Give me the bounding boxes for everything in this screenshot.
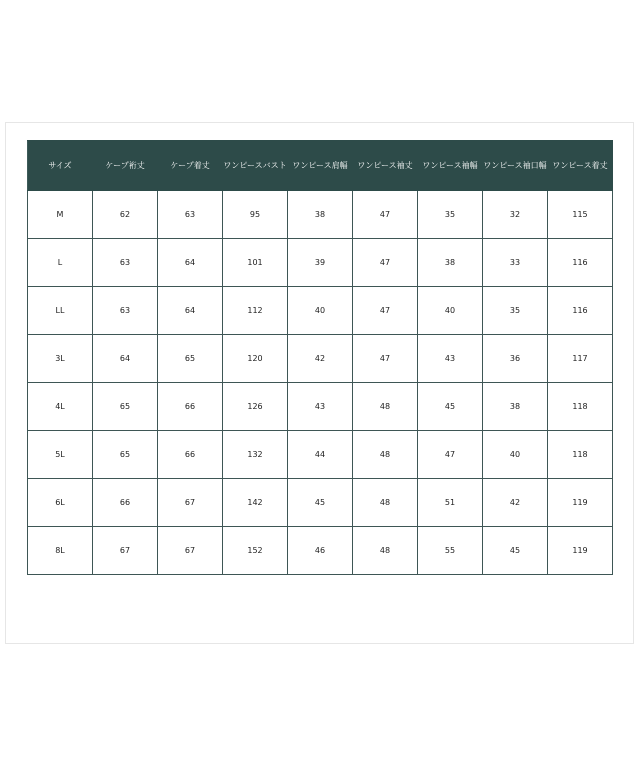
table-cell: 132 (223, 431, 288, 479)
table-cell: LL (28, 287, 93, 335)
header-cell-size: サイズ (28, 141, 93, 191)
table-cell: 35 (418, 191, 483, 239)
table-cell: 67 (158, 527, 223, 575)
table-cell: 36 (483, 335, 548, 383)
table-cell: 142 (223, 479, 288, 527)
table-cell: 116 (548, 239, 613, 287)
table-cell: 45 (288, 479, 353, 527)
table-cell: 5L (28, 431, 93, 479)
table-cell: 119 (548, 479, 613, 527)
table-cell: 47 (353, 239, 418, 287)
table-row (28, 335, 613, 383)
header-cell-dress-length: ワンピース着丈 (548, 141, 613, 191)
table-cell: 67 (158, 479, 223, 527)
table-cell: 47 (418, 431, 483, 479)
table-cell: 38 (288, 191, 353, 239)
table-cell: 55 (418, 527, 483, 575)
table-cell: 64 (93, 335, 158, 383)
table-cell: 64 (158, 287, 223, 335)
table-cell: 63 (93, 239, 158, 287)
table-cell: 43 (418, 335, 483, 383)
table-cell: 117 (548, 335, 613, 383)
table-cell: 65 (93, 431, 158, 479)
table-cell: 33 (483, 239, 548, 287)
table-cell: 118 (548, 383, 613, 431)
table-cell: 8L (28, 527, 93, 575)
table-cell: 40 (418, 287, 483, 335)
table-cell: 47 (353, 335, 418, 383)
table-cell: 101 (223, 239, 288, 287)
table-cell: 66 (158, 383, 223, 431)
table-row (28, 527, 613, 575)
size-chart-table (27, 140, 613, 575)
header-cell-dress-cuff-width: ワンピース袖口幅 (483, 141, 548, 191)
header-cell-dress-bust: ワンピースバスト (223, 141, 288, 191)
table-cell: 43 (288, 383, 353, 431)
table-cell: 63 (158, 191, 223, 239)
table-cell: 39 (288, 239, 353, 287)
table-cell: 32 (483, 191, 548, 239)
table-header (28, 141, 613, 191)
header-cell-cape-length: ケープ着丈 (158, 141, 223, 191)
table-cell: 38 (483, 383, 548, 431)
table-cell: 62 (93, 191, 158, 239)
table-cell: 120 (223, 335, 288, 383)
table-cell: 46 (288, 527, 353, 575)
table-cell: 40 (483, 431, 548, 479)
table-cell: 152 (223, 527, 288, 575)
table-cell: 48 (353, 479, 418, 527)
header-cell-cape-sleeve-length: ケープ裄丈 (93, 141, 158, 191)
table-cell: 40 (288, 287, 353, 335)
table-cell: 4L (28, 383, 93, 431)
table-cell: 42 (288, 335, 353, 383)
table-cell: 38 (418, 239, 483, 287)
table-cell: 47 (353, 191, 418, 239)
table-row (28, 383, 613, 431)
table-cell: 66 (93, 479, 158, 527)
table-cell: 48 (353, 383, 418, 431)
table-cell: 35 (483, 287, 548, 335)
table-cell: 44 (288, 431, 353, 479)
table-cell: L (28, 239, 93, 287)
table-cell: 126 (223, 383, 288, 431)
table-row (28, 431, 613, 479)
header-cell-dress-shoulder: ワンピース肩幅 (288, 141, 353, 191)
table-row (28, 191, 613, 239)
table-cell: 119 (548, 527, 613, 575)
table-cell: 95 (223, 191, 288, 239)
table-row (28, 239, 613, 287)
table-cell: 67 (93, 527, 158, 575)
table-cell: 63 (93, 287, 158, 335)
table-body (28, 191, 613, 575)
table-cell: 65 (93, 383, 158, 431)
table-cell: 51 (418, 479, 483, 527)
header-cell-dress-sleeve-width: ワンピース袖幅 (418, 141, 483, 191)
header-cell-dress-sleeve-length: ワンピース袖丈 (353, 141, 418, 191)
table-cell: M (28, 191, 93, 239)
table-cell: 6L (28, 479, 93, 527)
table-cell: 64 (158, 239, 223, 287)
table-cell: 66 (158, 431, 223, 479)
table-cell: 45 (418, 383, 483, 431)
table-cell: 48 (353, 527, 418, 575)
table-cell: 112 (223, 287, 288, 335)
table-cell: 115 (548, 191, 613, 239)
table-row (28, 479, 613, 527)
table-cell: 118 (548, 431, 613, 479)
table-cell: 65 (158, 335, 223, 383)
table-cell: 42 (483, 479, 548, 527)
table-cell: 3L (28, 335, 93, 383)
table-cell: 116 (548, 287, 613, 335)
table-cell: 47 (353, 287, 418, 335)
header-row (28, 141, 613, 191)
table-cell: 45 (483, 527, 548, 575)
table-cell: 48 (353, 431, 418, 479)
table-row (28, 287, 613, 335)
